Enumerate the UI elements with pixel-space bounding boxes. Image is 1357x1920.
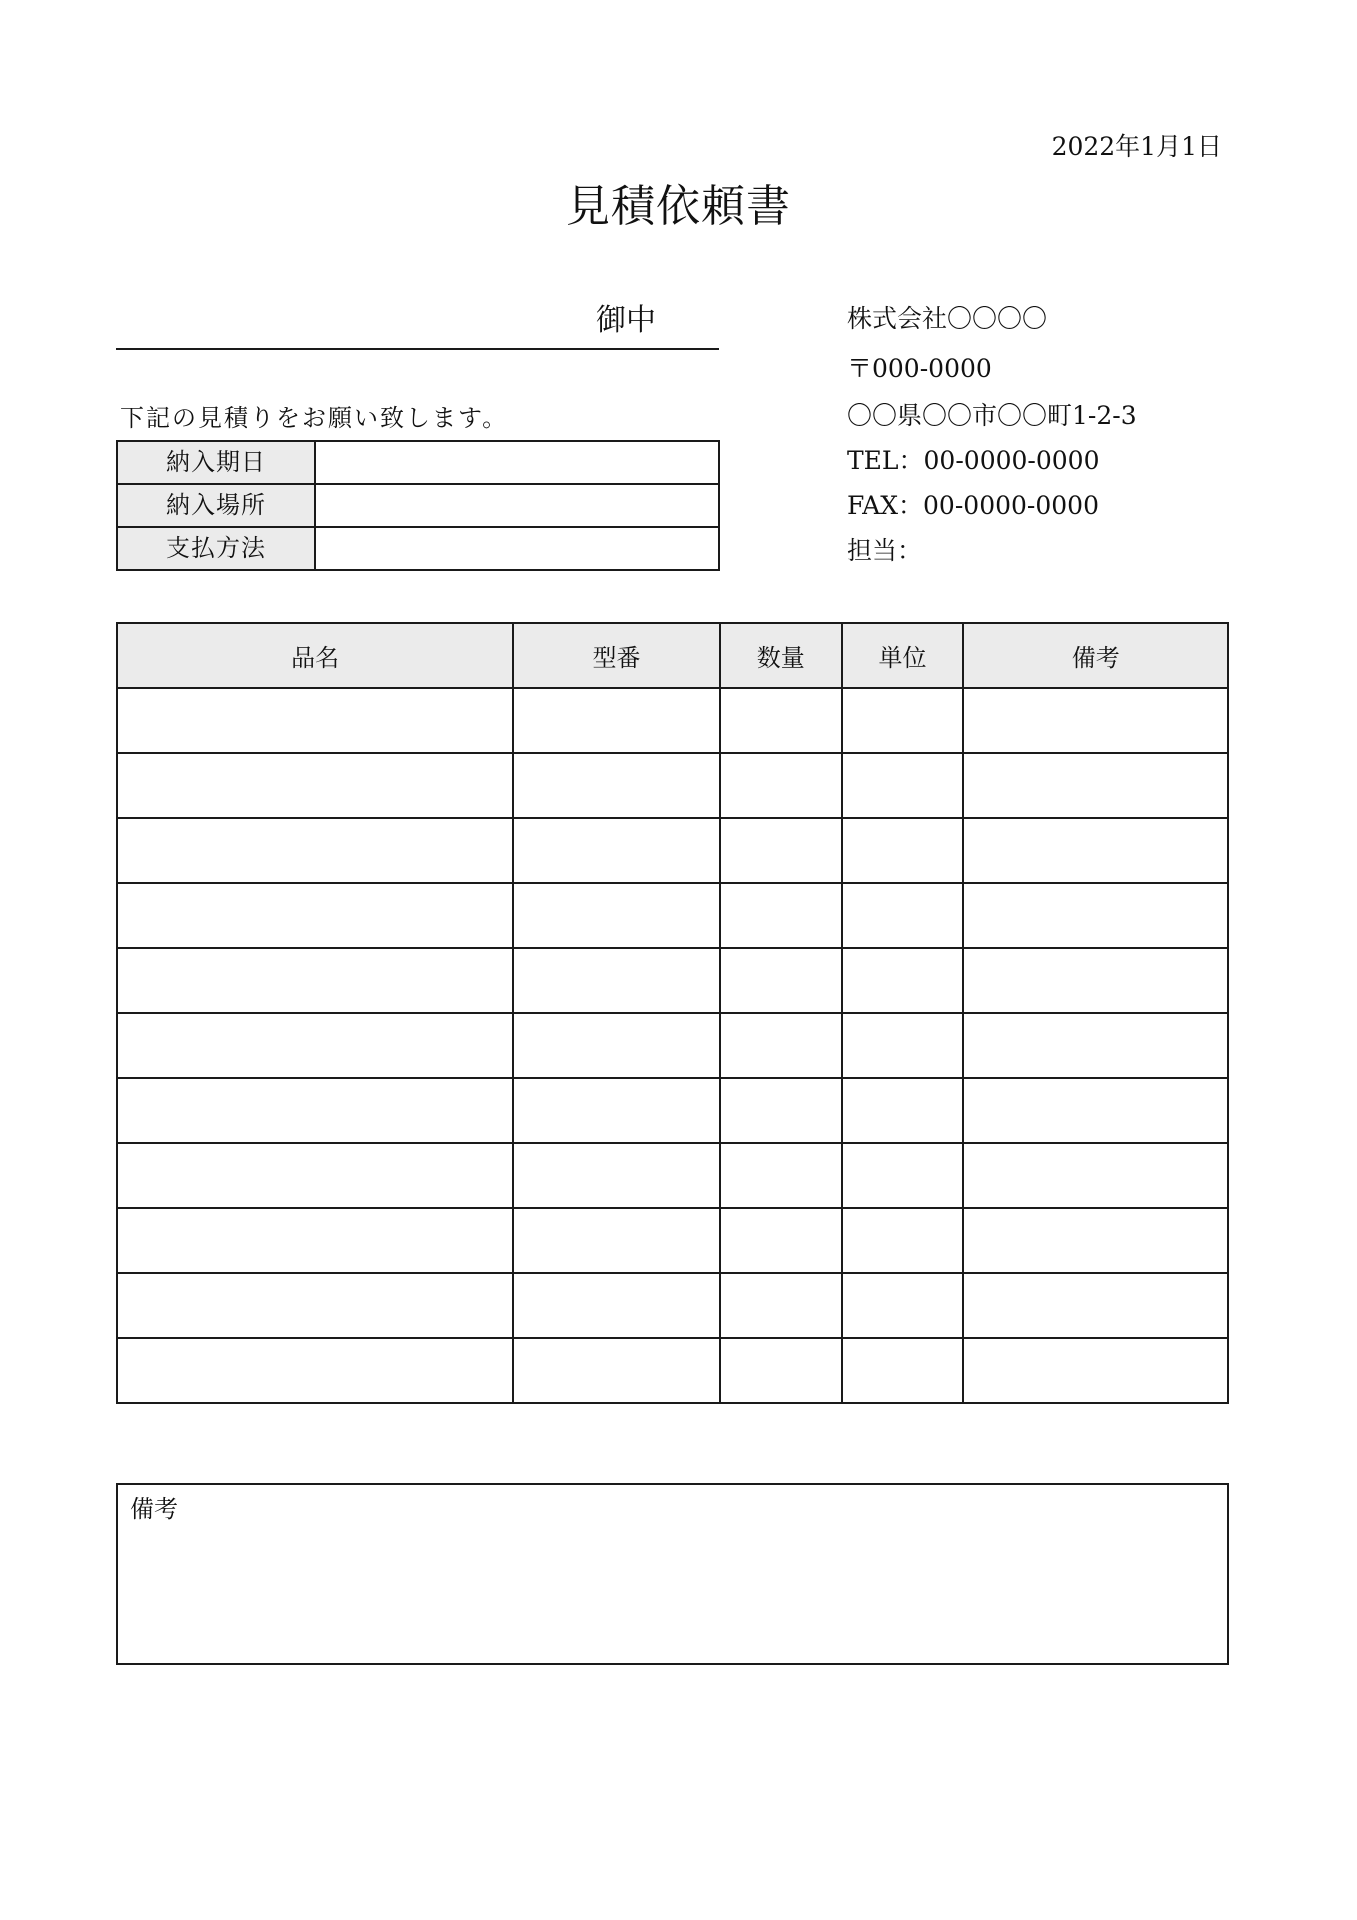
info-row-delivery-date [117,441,719,484]
cell-item-name[interactable] [117,948,513,1013]
cell-remarks[interactable] [963,1208,1228,1273]
document-date: 2022年1月1日 [1051,132,1222,161]
column-header-unit: 単位 [842,623,964,688]
table-row [117,1078,1228,1143]
cell-model-number[interactable] [513,1078,720,1143]
cell-item-name[interactable] [117,688,513,753]
remarks-box[interactable] [116,1483,1229,1665]
table-row [117,1013,1228,1078]
cell-quantity[interactable] [720,1338,842,1403]
cell-unit[interactable] [842,818,964,883]
cell-item-name[interactable] [117,753,513,818]
table-row [117,1208,1228,1273]
cell-item-name[interactable] [117,1013,513,1078]
info-value-delivery-date[interactable] [315,441,719,484]
request-message: 下記の見積りをお願い致します。 [120,404,509,432]
info-label: 納入場所 [117,484,315,527]
cell-unit[interactable] [842,1208,964,1273]
cell-item-name[interactable] [117,1208,513,1273]
table-row [117,883,1228,948]
cell-item-name[interactable] [117,818,513,883]
table-row [117,1143,1228,1208]
remarks-label: 備考 [130,1495,178,1523]
cell-remarks[interactable] [963,753,1228,818]
cell-quantity[interactable] [720,1273,842,1338]
column-header-quantity: 数量 [720,623,842,688]
cell-remarks[interactable] [963,948,1228,1013]
info-label: 支払方法 [117,527,315,570]
cell-quantity[interactable] [720,753,842,818]
table-row [117,1273,1228,1338]
cell-model-number[interactable] [513,753,720,818]
cell-remarks[interactable] [963,1013,1228,1078]
cell-remarks[interactable] [963,883,1228,948]
cell-remarks[interactable] [963,1143,1228,1208]
cell-model-number[interactable] [513,818,720,883]
cell-model-number[interactable] [513,948,720,1013]
sender-company: 株式会社〇〇〇〇 [847,304,1048,333]
info-value-payment-method[interactable] [315,527,719,570]
cell-model-number[interactable] [513,883,720,948]
cell-model-number[interactable] [513,1013,720,1078]
table-row [117,818,1228,883]
cell-unit[interactable] [842,1338,964,1403]
cell-unit[interactable] [842,883,964,948]
column-header-item-name: 品名 [117,623,513,688]
cell-quantity[interactable] [720,688,842,753]
cell-unit[interactable] [842,1013,964,1078]
sender-address: 〇〇県〇〇市〇〇町1-2-3 [847,401,1137,430]
document-title: 見積依頼書 [566,181,791,232]
cell-remarks[interactable] [963,818,1228,883]
cell-unit[interactable] [842,753,964,818]
items-table [116,622,1229,1404]
cell-quantity[interactable] [720,818,842,883]
info-row-delivery-place [117,484,719,527]
sender-postal-code: 〒000-0000 [847,354,992,383]
cell-unit[interactable] [842,948,964,1013]
items-header-row [117,623,1228,688]
sender-tel: TEL：00-0000-0000 [847,446,1100,475]
cell-item-name[interactable] [117,1273,513,1338]
cell-unit[interactable] [842,1273,964,1338]
table-row [117,688,1228,753]
cell-quantity[interactable] [720,1208,842,1273]
cell-unit[interactable] [842,688,964,753]
cell-unit[interactable] [842,1078,964,1143]
cell-item-name[interactable] [117,1338,513,1403]
table-row [117,753,1228,818]
cell-remarks[interactable] [963,688,1228,753]
cell-item-name[interactable] [117,883,513,948]
cell-quantity[interactable] [720,1013,842,1078]
info-label: 納入期日 [117,441,315,484]
cell-remarks[interactable] [963,1078,1228,1143]
cell-model-number[interactable] [513,1273,720,1338]
cell-unit[interactable] [842,1143,964,1208]
cell-quantity[interactable] [720,883,842,948]
cell-model-number[interactable] [513,1208,720,1273]
column-header-remarks: 備考 [963,623,1228,688]
recipient-honorific: 御中 [596,303,656,338]
cell-quantity[interactable] [720,1143,842,1208]
column-header-model-number: 型番 [513,623,720,688]
cell-item-name[interactable] [117,1078,513,1143]
delivery-info-table [116,440,720,571]
cell-model-number[interactable] [513,688,720,753]
cell-quantity[interactable] [720,1078,842,1143]
sender-contact: 担当： [847,536,923,565]
cell-quantity[interactable] [720,948,842,1013]
cell-item-name[interactable] [117,1143,513,1208]
cell-remarks[interactable] [963,1273,1228,1338]
cell-model-number[interactable] [513,1338,720,1403]
info-row-payment-method [117,527,719,570]
info-value-delivery-place[interactable] [315,484,719,527]
table-row [117,948,1228,1013]
cell-model-number[interactable] [513,1143,720,1208]
recipient-name-line[interactable] [116,348,719,350]
table-row [117,1338,1228,1403]
cell-remarks[interactable] [963,1338,1228,1403]
sender-fax: FAX：00-0000-0000 [847,491,1099,520]
